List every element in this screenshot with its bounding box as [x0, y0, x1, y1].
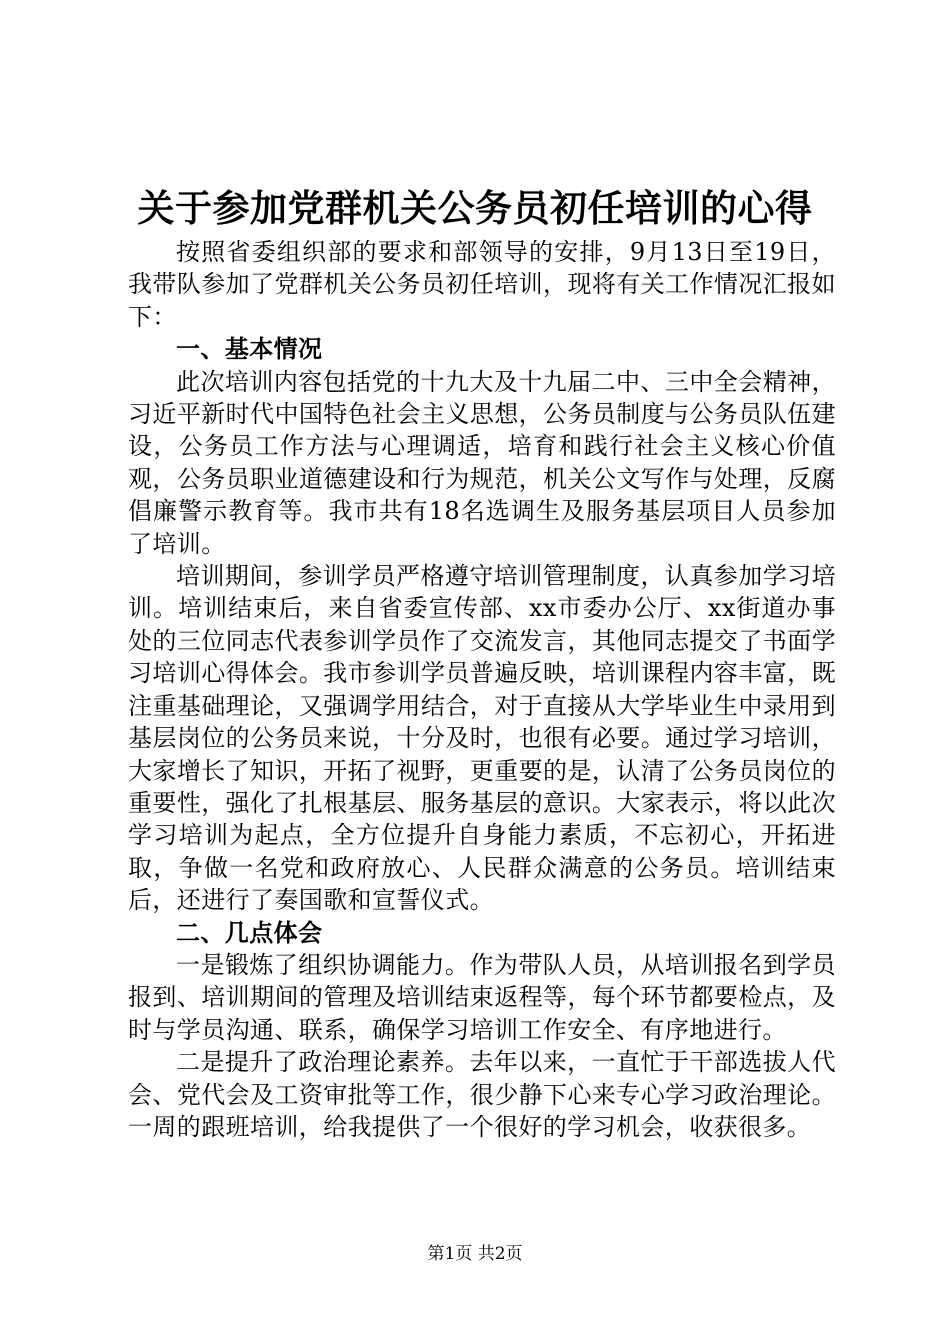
- paragraph-training-period: 培训期间，参训学员严格遵守培训管理制度，认真参加学习培训。培训结束后，来自省委宣传部、xx市委办公厅、xx街道办事处的三位同志代表参训学员作了交流发言，其他同志提交了书面学习培训心得体会。我市参训学员普遍反映，培训课程内容丰富，既注重基础理论，又强调学用结合，对于直接从大学毕业生中录用到基层岗位的公务员来说，十分及时，也很有必要。通过学习培训，大家增长了知识，开拓了视野，更重要的是，认清了公务员岗位的重要性，强化了扎根基层、服务基层的意识。大家表示，将以此次学习培训为起点，全方位提升自身能力素质，不忘初心，开拓进取，争做一名党和政府放心、人民群众满意的公务员。培训结束后，还进行了奏国歌和宣誓仪式。: [128, 562, 836, 915]
- paragraph-experience-two: 二是提升了政治理论素养。去年以来，一直忙于干部选拔人代会、党代会及工资审批等工作，很少静下心来专心学习政治理论。一周的跟班培训，给我提供了一个很好的学习机会，收获很多。: [128, 1048, 836, 1141]
- document-title: 关于参加党群机关公务员初任培训的心得: [137, 186, 813, 230]
- paragraph-training-content: 此次培训内容包括党的十九大及十九届二中、三中全会精神，习近平新时代中国特色社会主义思想，公务员制度与公务员队伍建设，公务员工作方法与心理调适，培育和践行社会主义核心价值观，公务员职业道德建设和行为规范，机关公文写作与处理，反腐倡廉警示教育等。我市共有18名选调生及服务基层项目人员参加了培训。: [128, 367, 836, 558]
- section-heading-basic-situation: 一、基本情况: [176, 334, 323, 364]
- intro-paragraph: 按照省委组织部的要求和部领导的安排，9月13日至19日，我带队参加了党群机关公务员初任培训，现将有关工作情况汇报如下：: [128, 238, 836, 331]
- section-heading-experiences: 二、几点体会: [176, 917, 323, 947]
- paragraph-experience-one: 一是锻炼了组织协调能力。作为带队人员，从培训报名到学员报到、培训期间的管理及培训结束返程等，每个环节都要检点，及时与学员沟通、联系，确保学习培训工作安全、有序地进行。: [128, 950, 836, 1044]
- document-body: [128, 236, 836, 1143]
- page-number-footer: 第1页 共2页: [427, 1244, 523, 1264]
